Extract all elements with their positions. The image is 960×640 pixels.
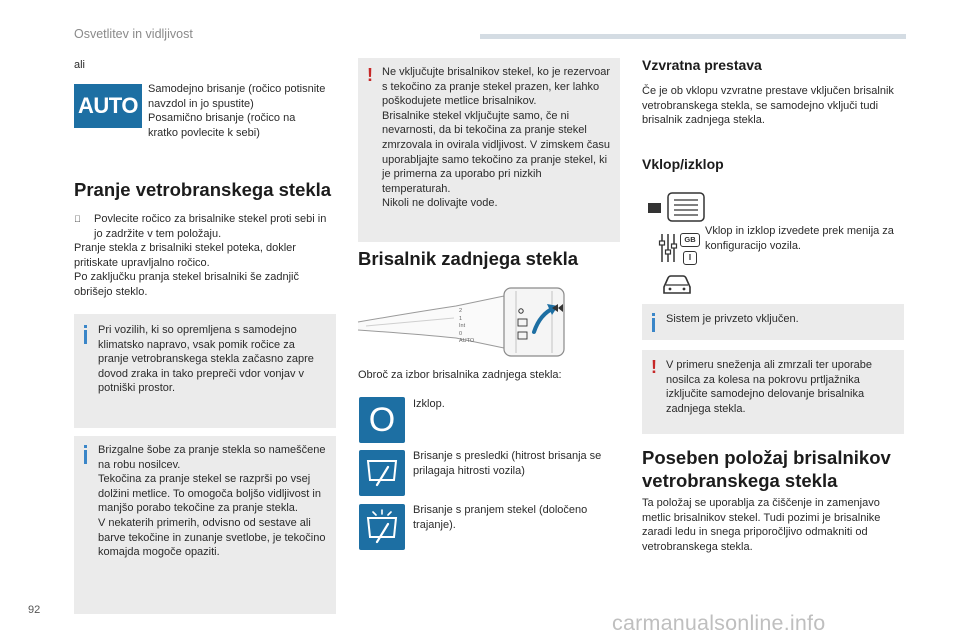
heading-pranje: Pranje vetrobranskega stekla xyxy=(74,179,332,200)
gb-icon: GB xyxy=(680,233,700,247)
stalk-mark: 0 xyxy=(459,330,463,337)
info-icon xyxy=(652,318,655,332)
heading-poseben: Poseben položaj brisalnikov vetrobranskega stekla xyxy=(642,447,891,491)
opt-off-text: Izklop. xyxy=(413,398,445,410)
bullet-marker xyxy=(74,212,94,241)
page-number: 92 xyxy=(28,604,41,616)
rear-wiper-wash-icon xyxy=(359,504,405,550)
opt-wash-text: Brisanje s pranjem stekel (določeno trajanje). xyxy=(413,504,588,531)
poseben-text: Ta položaj se uporablja za čiščenje in zamenjavo metlic brisalnikov stekel. Tudi pozimi je brisalnike zaradi ledu in snega priporočljivo odmakniti od vetrobranskega stekla. xyxy=(642,497,881,553)
heading-brisalnik: Brisalnik zadnjega stekla xyxy=(358,248,579,269)
warning-icon: ! xyxy=(651,357,657,377)
stalk-mark: 1 xyxy=(459,315,463,322)
stalk-mark: Int xyxy=(459,323,466,329)
ali-text: ali xyxy=(74,59,86,71)
rear-wiper-settings-icon xyxy=(646,191,708,225)
rear-wiper-stalk-illustration xyxy=(356,282,576,362)
auto-description: Samodejno brisanje (ročico potisnite navzdol in jo spustite) Posamično brisanje (ročico na kratko povlecite k sebi) xyxy=(148,83,326,139)
watermark: carmanualsonline.info xyxy=(612,611,826,635)
warning-washer-text: Ne vključujte brisalnikov stekel, ko je rezervoar s tekočino za pranje stekel prazen, ker lahko poškodujete metlice brisalnikov. Brisalnike stekel vključujte samo, če ni nevarnosti, da bi tekočina za pranje stekel zmrzovala in ovirala vidljivost. V zimskem času uporabljajte samo tekočino za pranje stekel, ki je primerna za uporabo pri nizkih temperaturah. Nikoli ne dolivajte vode. xyxy=(382,66,611,210)
vklop-text: Vklop in izklop izvedete prek menija za konfiguracijo vozila. xyxy=(705,225,894,252)
info-icon xyxy=(84,450,87,464)
stalk-mark: 2 xyxy=(459,308,463,314)
pranje-text: Pranje stekla z brisalniki stekel poteka, dokler pritiskate upravljalno ročico. Po zaključku pranja stekel brisalniki še zadnjič obrišejo steklo. xyxy=(74,242,299,298)
pranje-bullet xyxy=(74,212,336,241)
info-box-sistem xyxy=(642,304,904,340)
warning-icon: ! xyxy=(367,65,373,85)
auto-icon: AUTO xyxy=(74,84,142,128)
obroc-text: Obroč za izbor brisalnika zadnjega stekla: xyxy=(358,369,562,381)
warning-box-snow xyxy=(642,350,904,434)
stalk-marks xyxy=(459,308,474,346)
bullet-text: Povlecite ročico za brisalnike stekel proti sebi in jo zadržite v tem položaju. xyxy=(94,213,327,240)
info-icon xyxy=(84,330,87,344)
heading-vzvratna: Vzvratna prestava xyxy=(642,57,762,73)
info-box-klima xyxy=(74,314,336,428)
heading-vklop: Vklop/izklop xyxy=(642,156,724,172)
info-box-sobe xyxy=(74,436,336,614)
info-klima-text: Pri vozilih, ki so opremljena s samodejno klimatsko napravo, vsak pomik ročice za pranje vetrobranskega stekla začasno zapre dovod zraka in tako prepreči vdor vonjav v potniški prostor. xyxy=(98,324,314,395)
pranje-section xyxy=(74,212,336,300)
section-title: Osvetlitev in vidljivost xyxy=(74,27,193,41)
car-icon xyxy=(661,271,693,297)
header-bar xyxy=(480,34,906,39)
rear-wiper-intermittent-icon xyxy=(359,450,405,496)
i-icon: I xyxy=(683,251,697,265)
warning-snow-text: V primeru sneženja ali zmrzali ter uporabe nosilca za kolesa na pokrovu prtljažnika izključite samodejno delovanje brisalnika zadnjega stekla. xyxy=(666,359,873,415)
settings-sliders-icon xyxy=(658,233,680,263)
warning-box-washer xyxy=(358,58,620,242)
info-sistem-text: Sistem je privzeto vključen. xyxy=(666,313,799,325)
rear-wiper-off-icon: O xyxy=(359,397,405,443)
vzvratna-text: Če je ob vklopu vzvratne prestave vključen brisalnik vetrobranskega stekla, se samodejno vključi tudi brisalnik zadnjega stekla. xyxy=(642,85,894,127)
opt-int-text: Brisanje s presledki (hitrost brisanja se prilagaja hitrosti vozila) xyxy=(413,450,602,477)
stalk-mark: AUTO xyxy=(459,338,475,344)
info-sobe-text: Brizgalne šobe za pranje stekla so nameščene na robu nosilcev. Tekočina za pranje stekel se razprši po vsej dolžini metlice. To omogoča boljšo vidljivost in manjšo porabo tekočine za pranje stekla. V nekaterih primerih, odvisno od sestave ali barve tekočine in zunanje svetlobe, je tekočino komajda mogoče opaziti. xyxy=(98,444,326,559)
